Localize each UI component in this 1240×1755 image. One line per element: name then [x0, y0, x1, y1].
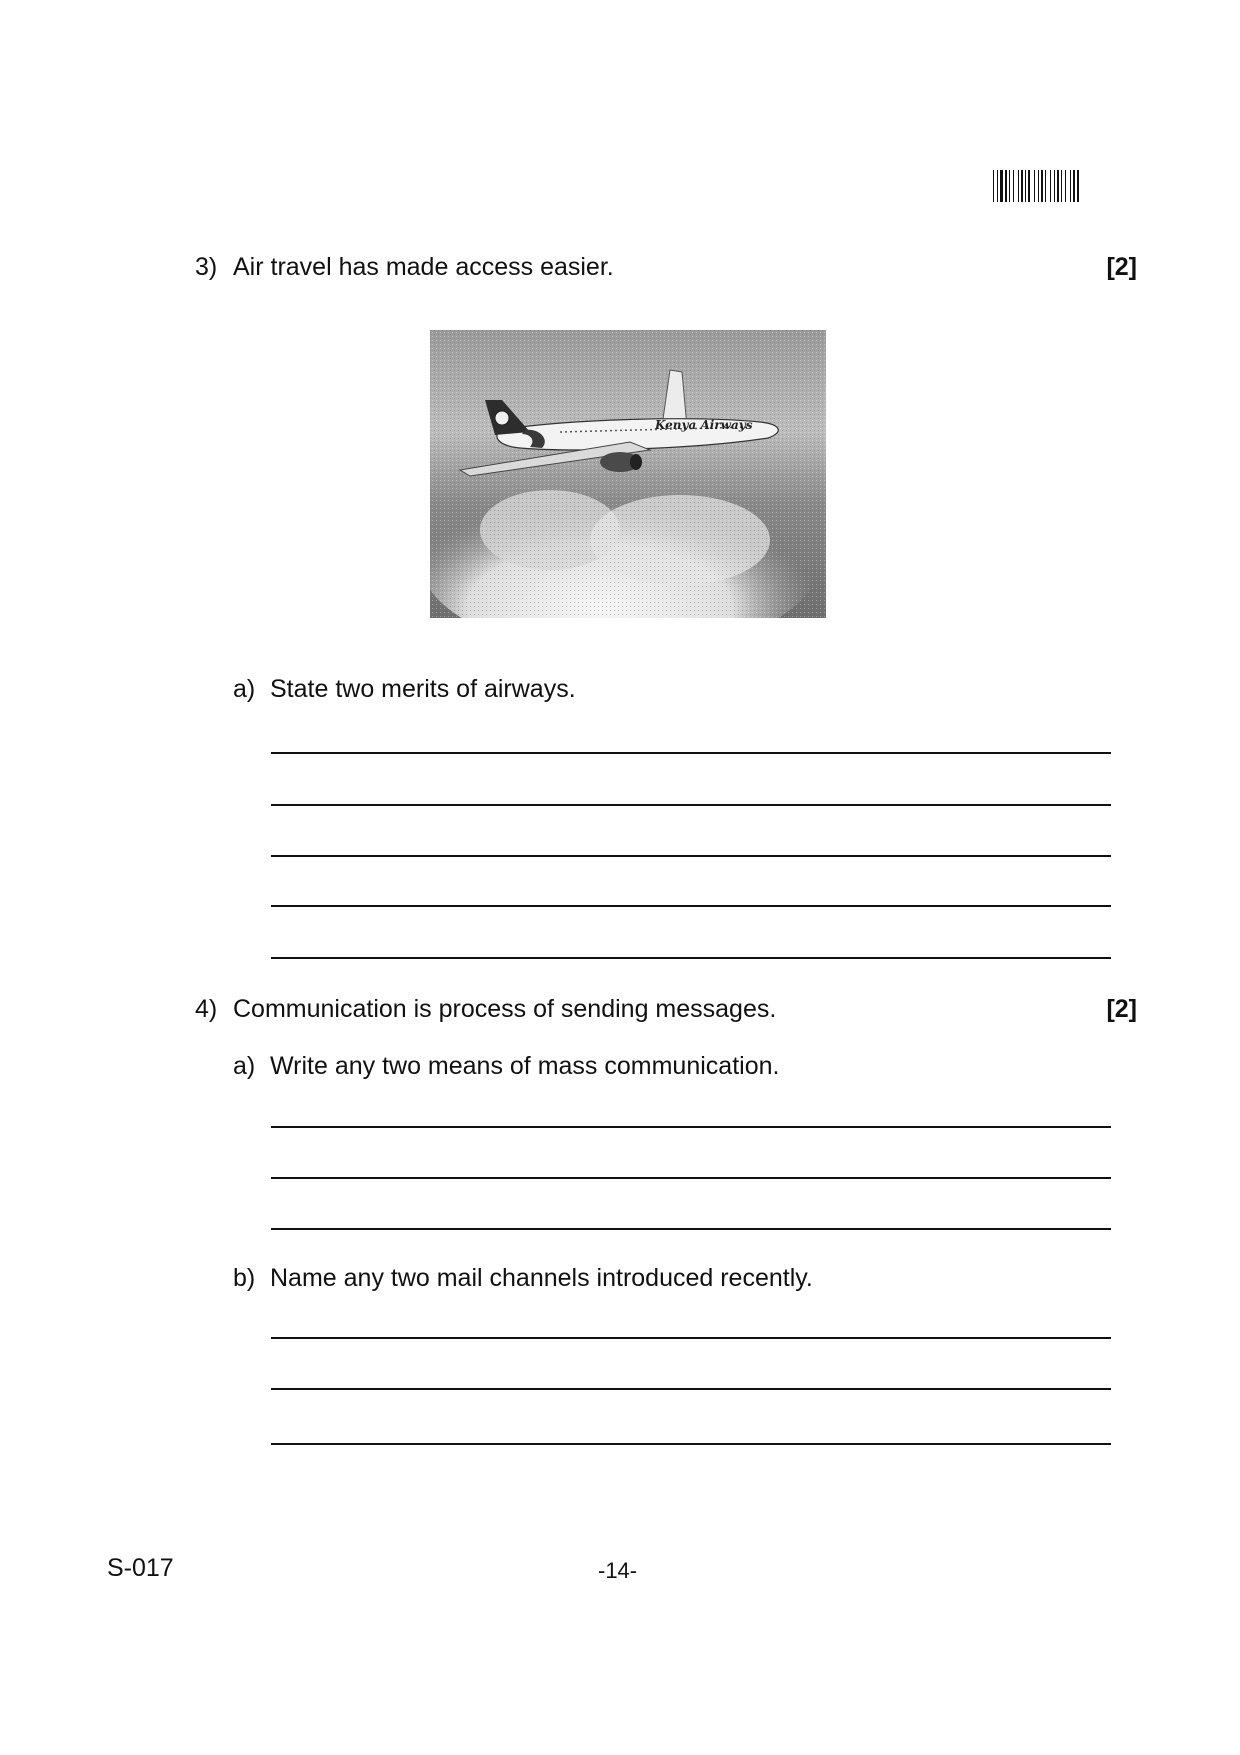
question-4-number: 4)	[195, 995, 218, 1023]
question-4b-label: b)	[233, 1264, 256, 1292]
answer-line	[271, 855, 1111, 857]
question-4b-text: Name any two mail channels introduced recently.	[270, 1264, 813, 1292]
answer-line	[271, 1228, 1111, 1230]
answer-line	[271, 1443, 1111, 1445]
airline-livery: Kenya Airways	[655, 418, 753, 432]
paper-code: S-017	[107, 1554, 174, 1582]
question-3-marks: [2]	[1106, 253, 1137, 281]
question-3a-text: State two merits of airways.	[270, 675, 576, 703]
answer-line	[271, 905, 1111, 907]
answer-line	[271, 1126, 1111, 1128]
question-3-text: Air travel has made access easier.	[233, 253, 614, 281]
question-3a-label: a)	[233, 675, 256, 703]
question-4a-text: Write any two means of mass communication.	[270, 1052, 780, 1080]
answer-line	[271, 1388, 1111, 1390]
question-4-text: Communication is process of sending messages.	[233, 995, 777, 1023]
question-4a-label: a)	[233, 1052, 256, 1080]
answer-line	[271, 752, 1111, 754]
barcode	[993, 170, 1139, 202]
page-number: -14-	[598, 1558, 638, 1583]
answer-line	[271, 804, 1111, 806]
answer-line	[271, 1177, 1111, 1179]
question-3-number: 3)	[195, 253, 218, 281]
question-4-marks: [2]	[1106, 995, 1137, 1023]
airplane-photo	[430, 330, 826, 618]
answer-line	[271, 1337, 1111, 1339]
answer-line	[271, 957, 1111, 959]
